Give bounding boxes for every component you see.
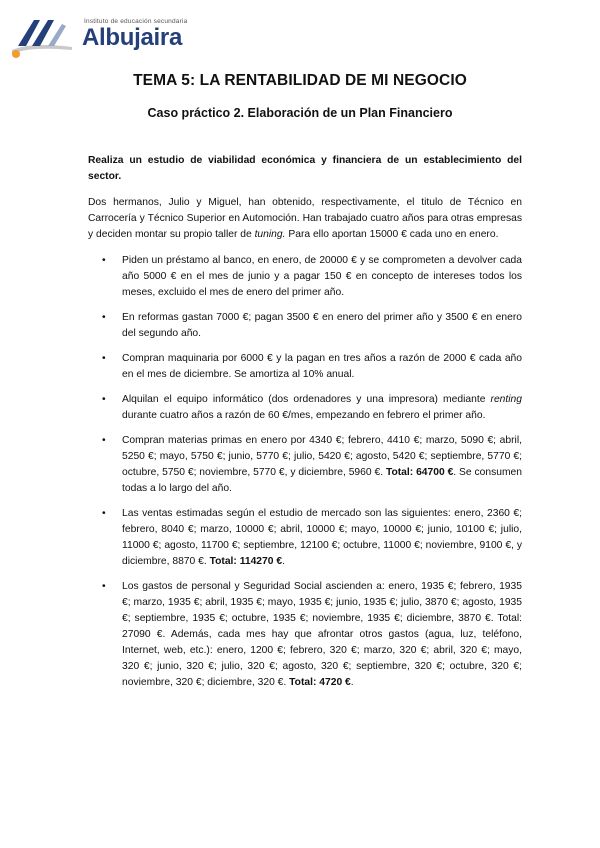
list-item-text: Piden un préstamo al banco, en enero, de 20000 € y se comprometen a devolver cada año 5000 € en el mes de junio y a pagar 150 € en concepto de intereses todos los meses, excluido el mes de enero del primer año. [122, 255, 522, 298]
page-subtitle: Caso práctico 2. Elaboración de un Plan Financiero [147, 106, 453, 120]
bullet-icon: • [102, 394, 106, 405]
list-item [88, 506, 522, 570]
logo-small-text: Instituto de educación secundaria [84, 18, 188, 25]
case-list [88, 253, 522, 691]
logo-name: Albujaira [82, 24, 182, 51]
list-item-text: Alquilan el equipo informático (dos ordenadores y una impresora) mediante [122, 394, 491, 405]
list-item [88, 351, 522, 383]
institute-logo [8, 10, 188, 58]
list-item [88, 433, 522, 497]
list-item-tail: . [350, 677, 354, 688]
list-item-total: Total: 114270 € [209, 556, 283, 567]
list-item-text-end: durante cuatro años a razón de 60 €/mes, empezando en febrero el primer año. [122, 410, 486, 421]
list-item-text: Compran materias primas en enero por 4340 €; febrero, 4410 €; marzo, 5090 €; abril, 5250 €; mayo, 5750 €; junio, 5770 €; julio, 5420 €; agosto, 5420 €; septiembre, 5770 €; octubre, 5750 €; noviembre, 5770 €, y diciembre, 5960 €. [122, 435, 522, 478]
albujaira-logo-mark [8, 14, 74, 60]
list-item-text: En reformas gastan 7000 €; pagan 3500 € en enero del primer año y 3500 € en enero del segundo año. [122, 312, 522, 339]
bullet-icon: • [102, 508, 106, 519]
intro-italic: tuning. [254, 229, 286, 240]
list-item-tail: . Se consumen todas a lo largo del año. [122, 467, 522, 494]
list-item [88, 253, 522, 301]
intro-text-end: Para ello aportan 15000 € cada uno en enero. [285, 229, 499, 240]
bullet-icon: • [102, 312, 106, 323]
intro-text: Dos hermanos, Julio y Miguel, han obtenido, respectivamente, el titulo de Técnico en Carrocería y Técnico Superior en Automoción. Han trabajado cuatro años para otras empresas y deciden montar su propio taller de [88, 197, 522, 240]
intro-paragraph [88, 195, 522, 243]
bullet-icon: • [102, 353, 106, 364]
list-item-text: Compran maquinaria por 6000 € y la pagan en tres años a razón de 2000 € cada año en el mes de diciembre. Se amortiza al 10% anual. [122, 353, 522, 380]
list-item-total: Total: 64700 € [385, 467, 454, 478]
bullet-icon: • [102, 255, 106, 266]
list-item-text: Las ventas estimadas según el estudio de mercado son las siguientes: enero, 2360 €; febrero, 8040 €; marzo, 10000 €; abril, 10000 €; mayo, 10000 €; junio, 10100 €; julio, 11000 €; agosto, 11700 €; septiembre, 12100 €; octubre, 11000 €; noviembre, 9100 €, y diciembre, 8870 €. [122, 508, 522, 567]
bullet-icon: • [102, 581, 106, 592]
list-item [88, 310, 522, 342]
list-item [88, 392, 522, 424]
bullet-icon: • [102, 435, 106, 446]
list-item-italic: renting [490, 394, 522, 405]
document-body [88, 153, 522, 700]
list-item [88, 579, 522, 691]
lead-paragraph: Realiza un estudio de viabilidad económica y financiera de un establecimiento del sector. [88, 155, 522, 182]
list-item-text: Los gastos de personal y Seguridad Social ascienden a: enero, 1935 €; febrero, 1935 €; marzo, 1935 €; abril, 1935 €; mayo, 1935 €; junio, 1935 €; julio, 3870 €; agosto, 1935 €; septiembre, 1935 €; octubre, 1935 €; noviembre, 1935 €; diciembre, 3870 €. Total: 27090 €. Además, cada mes hay que afrontar otros gastos (agua, luz, teléfono, Internet, web, etc.): enero, 1200 €; febrero, 320 €; marzo, 320 €; abril, 320 €; mayo, 320 €; junio, 320 €; julio, 320 €; agosto, 320 €; septiembre, 320 €; octubre, 320 €; noviembre, 320 €; diciembre, 320 €. [122, 581, 522, 688]
list-item-tail: . [282, 556, 285, 567]
list-item-total: Total: 4720 € [289, 677, 351, 688]
page-title: TEMA 5: LA RENTABILIDAD DE MI NEGOCIO [133, 72, 467, 89]
